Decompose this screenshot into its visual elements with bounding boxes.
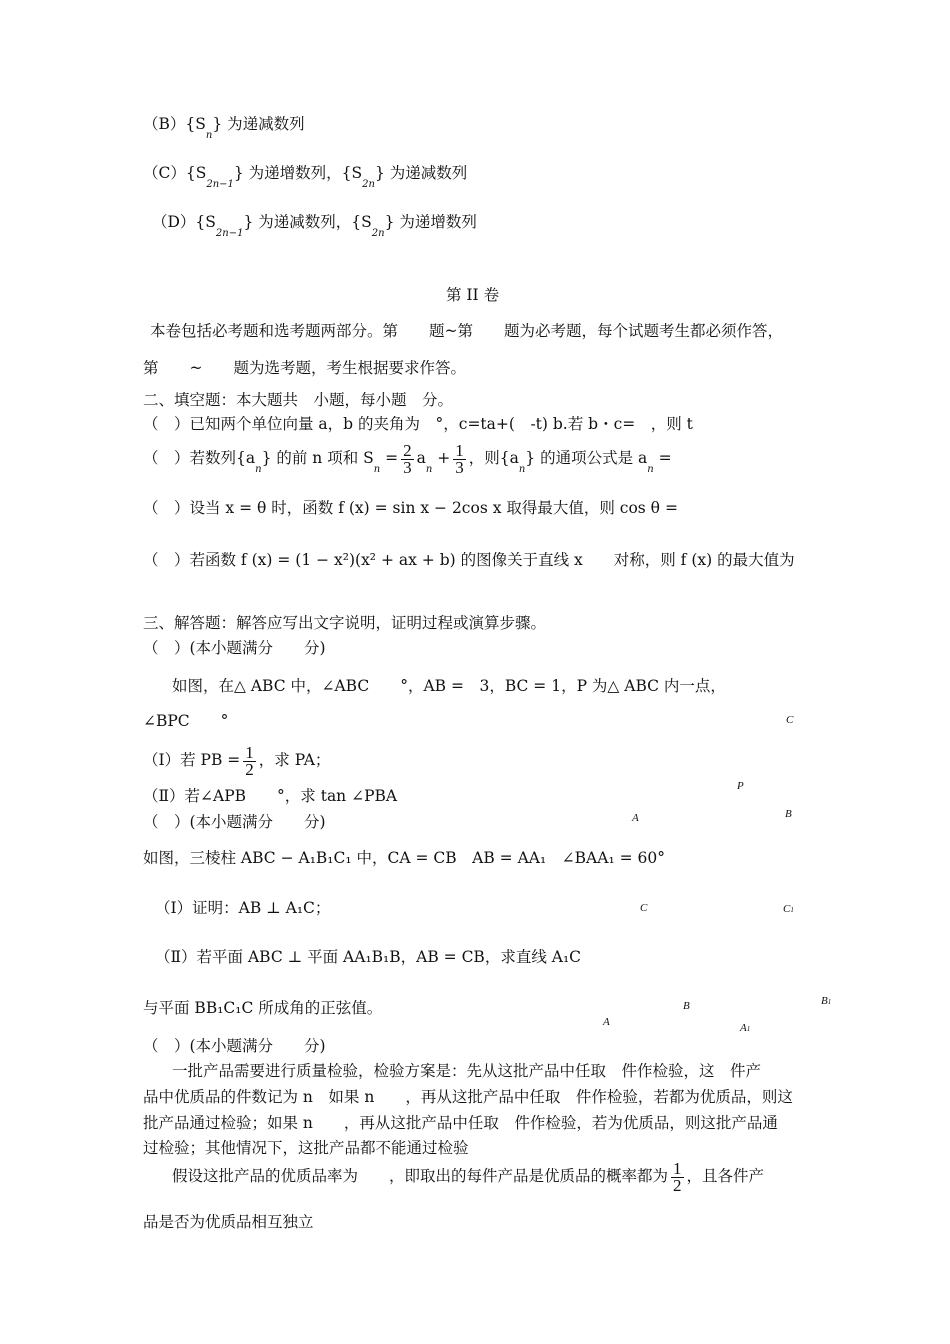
section-title: 第 II 卷: [446, 286, 500, 304]
fraction-two-thirds: $\frac{2}{3}$: [403, 440, 412, 477]
q19-para-1: 一批产品需要进行质量检验，检验方案是：先从这批产品中任取 件作检验，这 件产: [172, 1062, 762, 1080]
q17-angle: ∠BPC °: [143, 712, 229, 730]
fig2-label-c1: C1: [783, 903, 794, 915]
intro-line-1: 本卷包括必考题和选考题两部分。第 题~第 题为必考题，每个试题考生都必须作答，: [150, 322, 783, 340]
fig1-label-p: P: [737, 780, 744, 792]
option-c: $(C)\{S_{2n-1}\}$ 为递增数列，$\{S_{2n}\}$ 为递减数列: [143, 164, 468, 190]
question-14: （ ）若数列$\{a_n\}$ 的前 n 项和 $S_n$ = $\frac{2}{3}$ $a_n$ + $\frac{1}{3}$ ，则$\{a_n\}$ 的通项公式是 $a_n$ =: [143, 440, 672, 477]
q19-heading: （ ）(本小题满分 分): [143, 1037, 326, 1055]
intro-line-2: 第 ~ 题为选考题，考生根据要求作答。: [143, 359, 466, 377]
fig2-label-c: C: [640, 902, 648, 914]
fig2-label-b1: B1: [821, 995, 832, 1007]
fig2-label-a: A: [603, 1016, 610, 1028]
q18-part-i: （Ⅰ）证明：AB ⊥ A₁C；: [155, 899, 331, 917]
fraction-one-half: $\frac{1}{2}$: [245, 742, 254, 779]
q18-part-ii: （Ⅱ）若平面 ABC ⊥ 平面 AA₁B₁B，AB = CB，求直线 A₁C: [155, 948, 582, 966]
option-b: $(B)\{S_n\}$ 为递减数列: [143, 115, 305, 141]
q17-part-i: （Ⅰ）若 PB = $\frac{1}{2}$ ，求 PA；: [143, 742, 331, 779]
q19-para-2: 品中优质品的件数记为 n 如果 n ，再从这批产品中任取 件作检验，若都为优质品，则这: [143, 1088, 793, 1106]
q19-para-4: 过检验；其他情况下，这批产品都不能通过检验: [143, 1139, 469, 1157]
q17-part-ii: （Ⅱ）若∠APB °，求 tan ∠PBA: [143, 787, 398, 805]
q19-para-3: 批产品通过检验；如果 n ，再从这批产品中任取 件作检验，若为优质品，则这批产品通: [143, 1114, 778, 1132]
fig2-label-a1: A1: [740, 1022, 751, 1034]
q17-heading: （ ）(本小题满分 分): [143, 639, 326, 657]
fraction-one-half: $\frac{1}{2}$: [673, 1158, 682, 1195]
question-16: （ ）若函数 f (x) = (1 − x²)(x² + ax + b) 的图像关于直线 x 对称，则 f (x) 的最大值为: [143, 551, 795, 569]
part3-heading: 三、解答题：解答应写出文字说明，证明过程或演算步骤。: [143, 614, 547, 632]
q17-body: 如图，在△ ABC 中，∠ABC °，AB = 3，BC = 1，P 为△ ABC 内一点，: [172, 677, 726, 695]
q18-body: 如图，三棱柱 ABC − A₁B₁C₁ 中，CA = CB AB = AA₁ ∠BAA₁ = 60°: [143, 849, 665, 867]
part2-heading: 二、填空题：本大题共 小题，每小题 分。: [143, 391, 454, 409]
fig1-label-b: B: [785, 808, 792, 820]
q19-para-5: 假设这批产品的优质品率为 ，即取出的每件产品是优质品的概率都为 $\frac{1}{2}$ ，且各件产: [172, 1158, 765, 1195]
q18-heading: （ ）(本小题满分 分): [143, 813, 326, 831]
fig1-label-c: C: [786, 714, 794, 726]
question-15: （ ）设当 x = θ 时，函数 f (x) = sin x − 2cos x 取得最大值，则 cos θ =: [143, 499, 678, 517]
q19-para-6: 品是否为优质品相互独立: [143, 1213, 314, 1231]
question-13: （ ）已知两个单位向量 a，b 的夹角为 °，c=ta+( -t) b.若 b・c= ，则 t: [143, 415, 693, 433]
fraction-one-third: $\frac{1}{3}$: [455, 440, 464, 477]
q18-part-ii-cont: 与平面 BB₁C₁C 所成角的正弦值。: [143, 999, 383, 1017]
fig1-label-a: A: [632, 812, 639, 824]
option-d: $(D)\{S_{2n-1}\}$ 为递减数列，$\{S_{2n}\}$ 为递增数列: [152, 213, 477, 239]
fig2-label-b: B: [683, 1000, 690, 1012]
